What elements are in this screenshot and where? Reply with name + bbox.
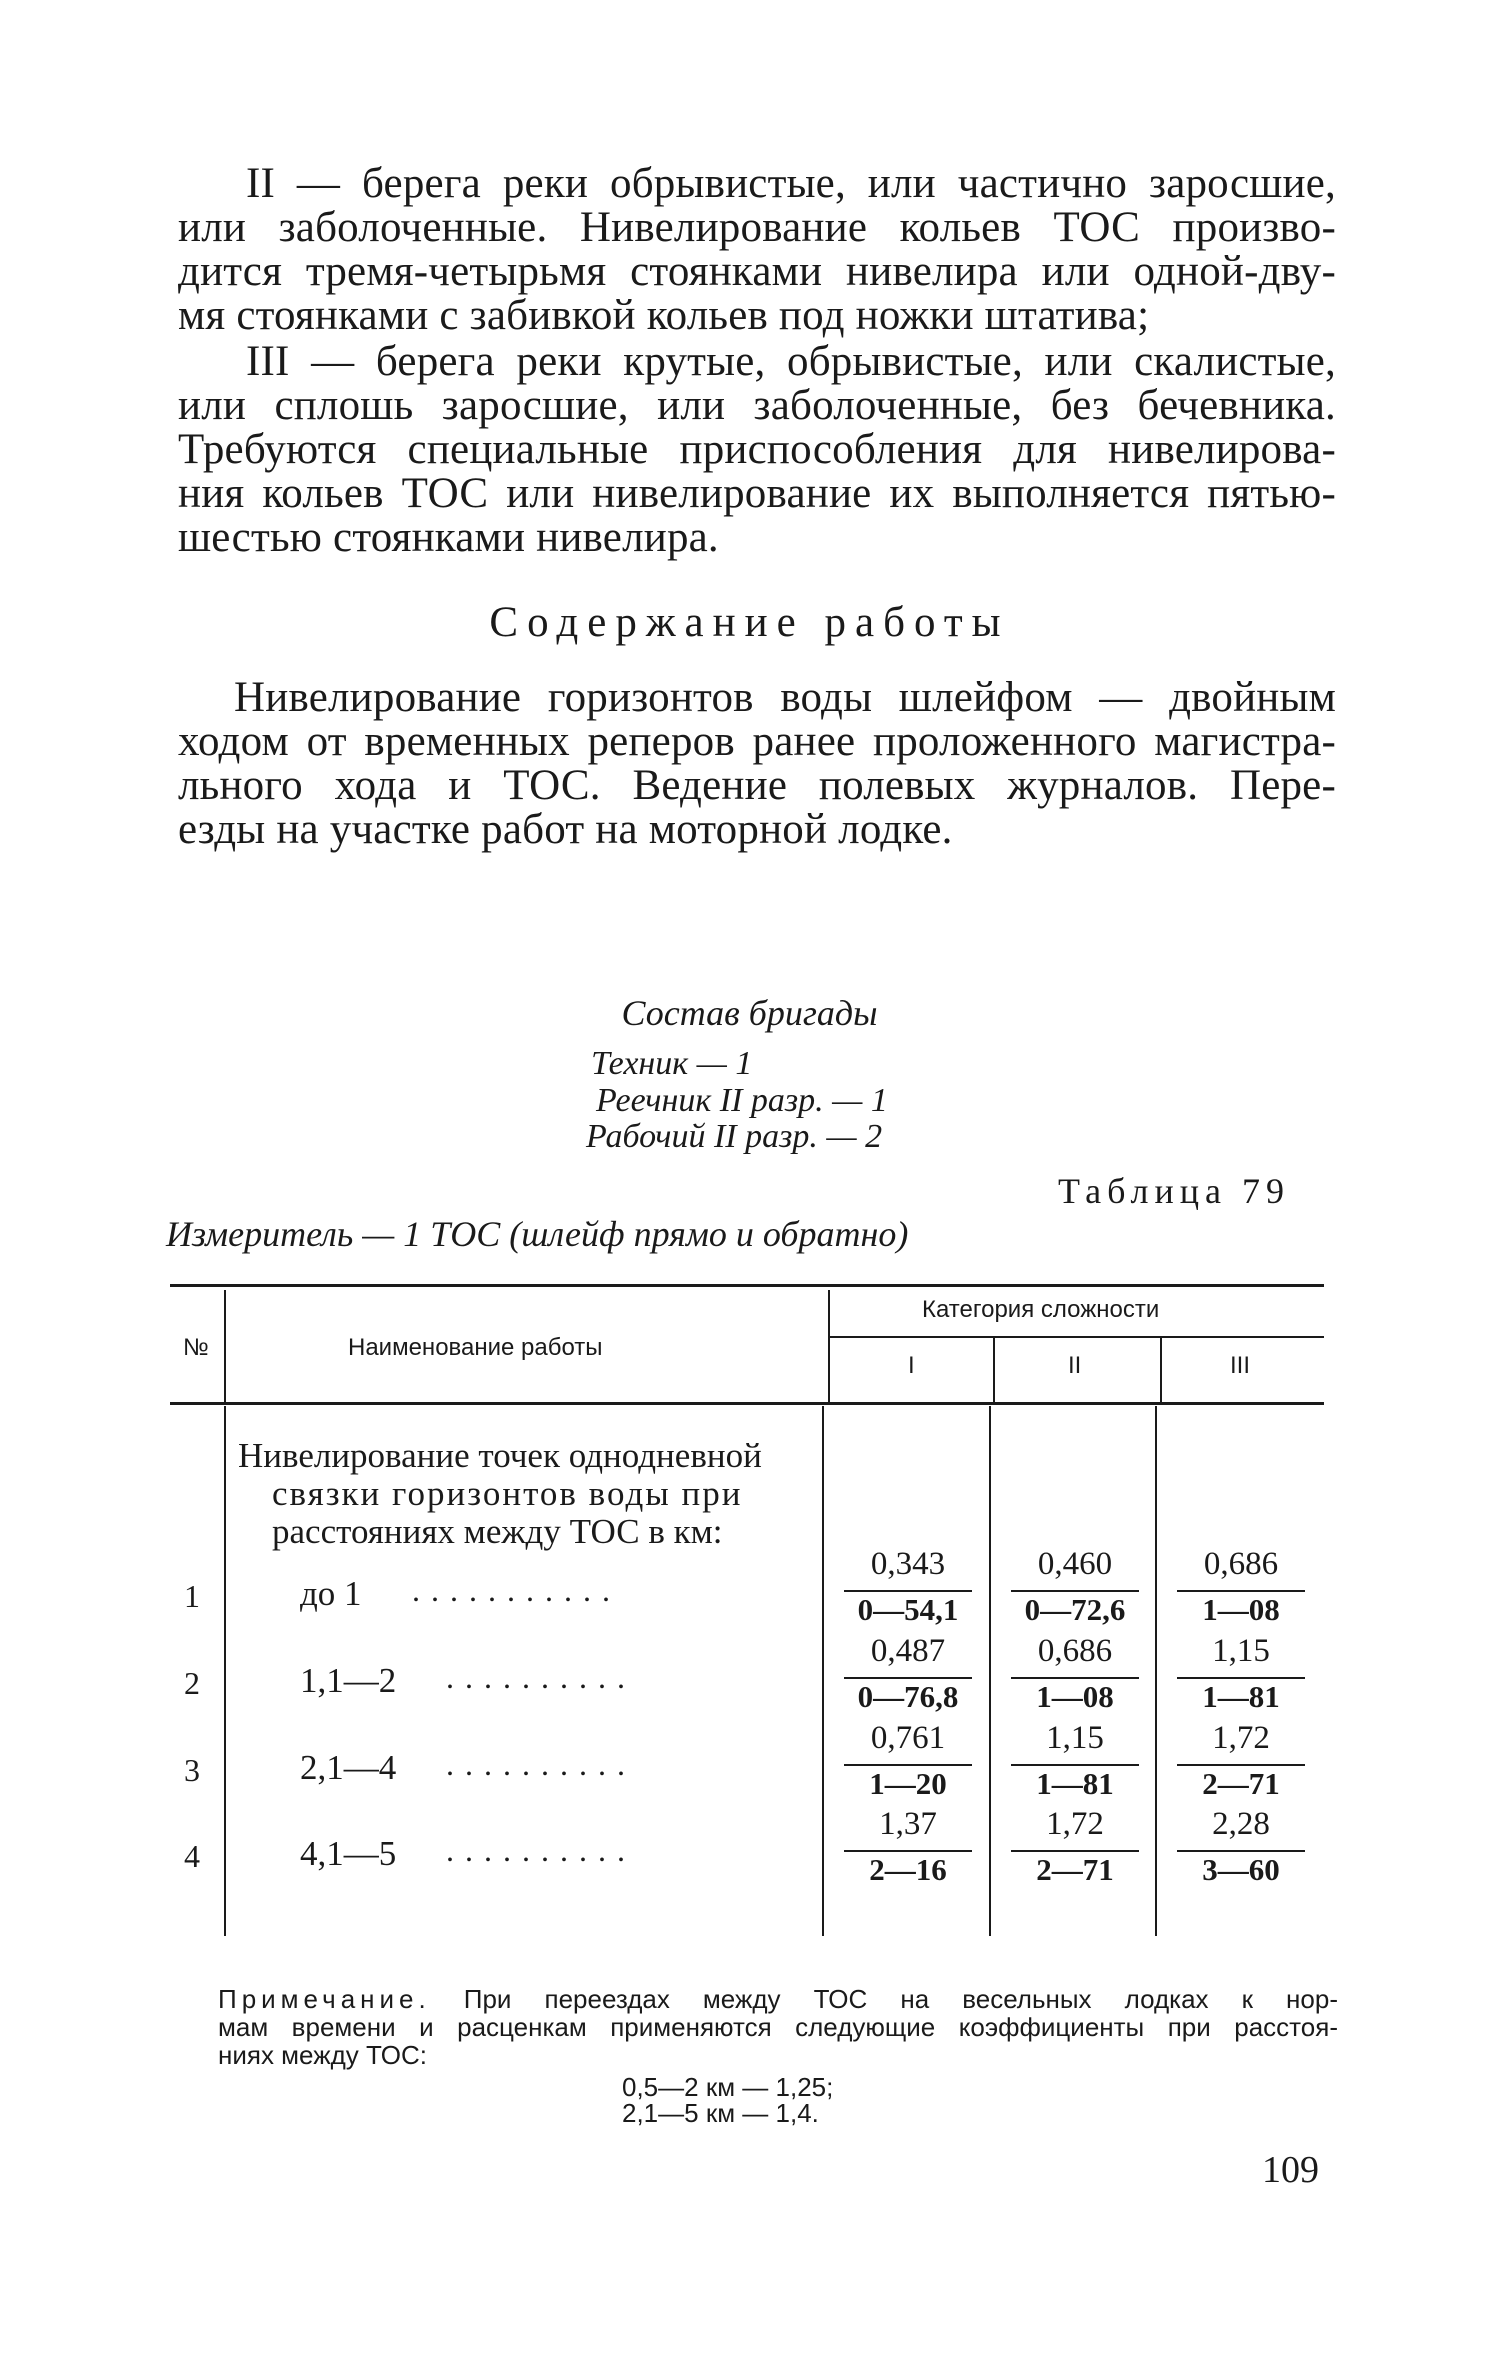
note-text: мам времени и расценкам применяются следующие коэффициенты при расстоя-: [218, 2012, 1338, 2042]
header-cat-3: III: [1230, 1352, 1251, 1379]
col-rule-cat1-body: [989, 1406, 991, 1936]
norm-time-value: 2,28: [1212, 1806, 1270, 1842]
header-category: Категория сложности: [922, 1296, 1160, 1323]
note-lead: Примечание.: [218, 1984, 431, 2014]
rate-value: 1—08: [1036, 1679, 1114, 1714]
rate-value: 1—08: [1202, 1592, 1280, 1627]
norm-time-value: 1,15: [1212, 1633, 1270, 1669]
rate-value: 1—81: [1036, 1766, 1114, 1801]
row-leader-dots: ..........: [446, 1659, 636, 1695]
norm-time-value: 1,72: [1046, 1806, 1104, 1842]
row-number: 2: [184, 1665, 200, 1701]
table-bottom-rule: [170, 1404, 1324, 1405]
rate-value: 1—20: [869, 1766, 947, 1801]
text-line: или сплошь заросшие, или заболоченные, без бечевника.: [178, 382, 1336, 429]
col-rule-name: [828, 1290, 830, 1402]
note-text: При переездах между ТОС на весельных лодках к нор-: [463, 1984, 1338, 2014]
work-description-line: расстояниях между ТОС в км:: [272, 1512, 723, 1551]
norm-time-value: 1,72: [1212, 1720, 1270, 1756]
rate-value: 2—71: [1202, 1766, 1280, 1801]
note-text: ниях между ТОС:: [218, 2040, 427, 2070]
row-distance-label: до 1: [300, 1574, 362, 1613]
row-distance-label: 1,1—2: [300, 1661, 397, 1700]
text-line: Нивелирование горизонтов воды шлейфом — двойным: [234, 674, 1336, 721]
category-subrule: [828, 1336, 1324, 1338]
table-note: [218, 1985, 1338, 2069]
text-line: Требуются специальные приспособления для нивелирова-: [178, 426, 1336, 473]
header-cat-2: II: [1068, 1352, 1082, 1379]
col-rule-cat1: [993, 1338, 995, 1402]
text-line: мя стоянками с забивкой кольев под ножки штатива;: [178, 292, 1150, 339]
brigade-item: Реечник II разр. — 1: [596, 1082, 888, 1119]
rate-value: 1—81: [1202, 1679, 1280, 1714]
table-label: Таблица 79: [1058, 1171, 1290, 1211]
row-number: 1: [184, 1578, 200, 1614]
rate-value: 0—76,8: [857, 1679, 959, 1714]
row-number: 3: [184, 1752, 200, 1788]
rate-value: 2—71: [1036, 1852, 1114, 1887]
text-line: III — берега реки крутые, обрывистые, или скалистые,: [246, 338, 1336, 385]
table-measure: Измеритель — 1 ТОС (шлейф прямо и обратно): [166, 1214, 909, 1254]
section-heading: Содержание работы: [489, 599, 1010, 646]
text-line: дится тремя-четырьмя стоянками нивелира или одной-дву-: [178, 248, 1336, 295]
table-top-rule: [170, 1284, 1324, 1287]
norm-time-value: 1,37: [879, 1806, 937, 1842]
row-leader-dots: ...........: [412, 1572, 621, 1608]
rate-value: 0—72,6: [1024, 1592, 1126, 1627]
col-rule-num-body: [224, 1406, 226, 1936]
norm-time-value: 0,343: [870, 1546, 946, 1582]
text-line: ния кольев ТОС или нивелирование их выполняется пятью-: [178, 470, 1336, 517]
text-line: или заболоченные. Нивелирование кольев ТОС произво-: [178, 204, 1336, 251]
norm-time-value: 0,761: [870, 1720, 946, 1756]
norm-time-value: 0,487: [870, 1633, 946, 1669]
brigade-item: Рабочий II разр. — 2: [586, 1118, 883, 1155]
rate-value: 0—54,1: [857, 1592, 959, 1627]
norm-time-value: 0,686: [1203, 1546, 1279, 1582]
col-rule-cat2-body: [1155, 1406, 1157, 1936]
paragraph-category-ii: [178, 162, 1336, 338]
note-coefficient: 0,5—2 км — 1,25;: [622, 2072, 834, 2102]
header-cat-1: I: [908, 1352, 915, 1379]
row-leader-dots: ..........: [446, 1832, 636, 1868]
col-rule-num: [224, 1290, 226, 1402]
row-number: 4: [184, 1838, 200, 1874]
row-distance-label: 2,1—4: [300, 1748, 397, 1787]
note-coefficient: 2,1—5 км — 1,4.: [622, 2098, 819, 2128]
page-number: 109: [1262, 2149, 1319, 2191]
col-rule-cat2: [1160, 1338, 1162, 1402]
brigade-item: Техник — 1: [591, 1045, 753, 1082]
text-line: езды на участке работ на моторной лодке.: [178, 806, 953, 853]
row-leader-dots: ..........: [446, 1746, 636, 1782]
work-description-line: связки горизонтов воды при: [272, 1474, 743, 1513]
text-line: льного хода и ТОС. Ведение полевых журналов. Пере-: [178, 762, 1336, 809]
rate-value: 2—16: [869, 1852, 947, 1887]
rate-value: 3—60: [1202, 1852, 1280, 1887]
row-distance-label: 4,1—5: [300, 1834, 397, 1873]
work-description-line: Нивелирование точек однодневной: [238, 1436, 762, 1475]
paragraph-work-content: [178, 676, 1336, 852]
header-num: №: [183, 1334, 209, 1361]
text-line: II — берега реки обрывистые, или частично заросшие,: [246, 160, 1336, 207]
header-work-name: Наименование работы: [348, 1334, 603, 1361]
brigade-title: Состав бригады: [621, 993, 878, 1033]
paragraph-category-iii: [178, 340, 1336, 560]
text-line: ходом от временных реперов ранее проложенного магистра-: [178, 718, 1336, 765]
norm-time-value: 0,686: [1037, 1633, 1113, 1669]
norm-time-value: 1,15: [1046, 1720, 1104, 1756]
col-rule-name-body: [822, 1406, 824, 1936]
norm-time-value: 0,460: [1037, 1546, 1113, 1582]
text-line: шестью стоянками нивелира.: [178, 514, 719, 561]
